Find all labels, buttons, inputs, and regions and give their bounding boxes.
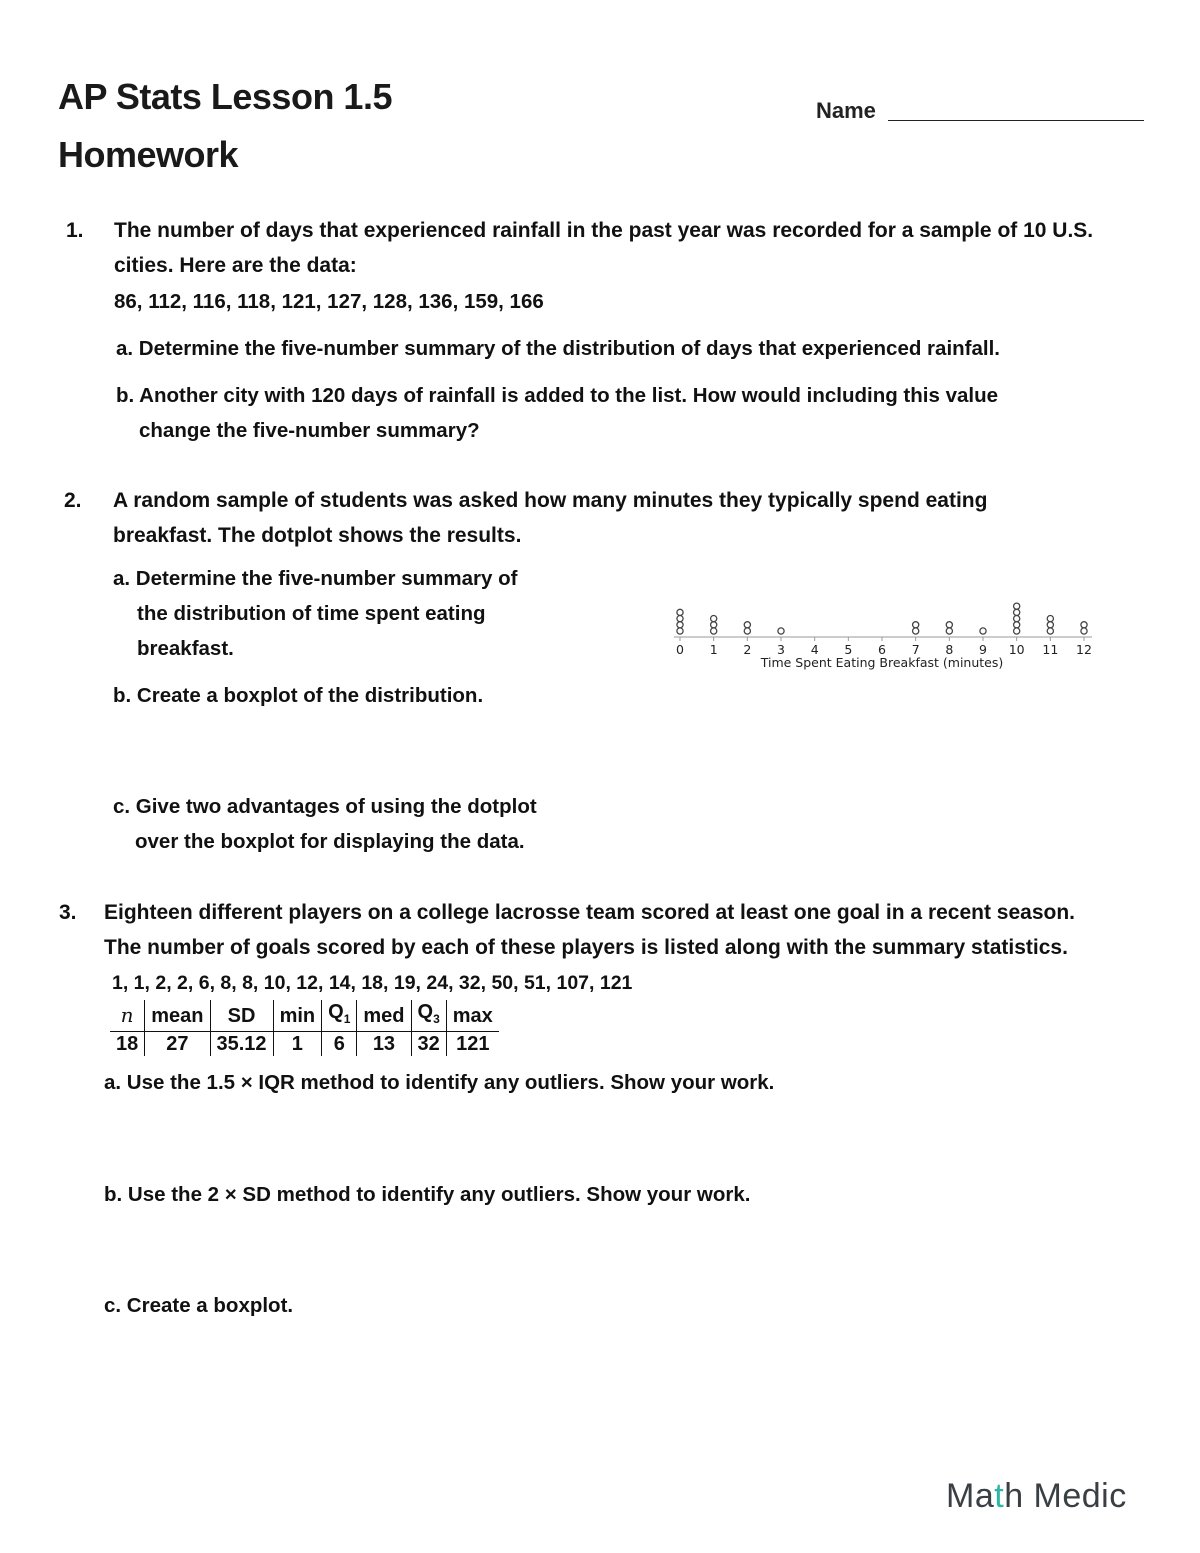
table-row bbox=[110, 1032, 499, 1057]
name-label: Name bbox=[816, 98, 876, 123]
dotplot-dot bbox=[1047, 628, 1053, 634]
dotplot-dot bbox=[1081, 628, 1087, 634]
summary-stats-table bbox=[110, 1000, 499, 1056]
q2-part-a-line3: breakfast. bbox=[137, 637, 234, 660]
table-cell-min: 1 bbox=[273, 1032, 322, 1057]
dotplot-tick-label: 4 bbox=[810, 642, 819, 657]
dotplot-tick-label: 7 bbox=[911, 642, 920, 657]
q2-part-c-line2: over the boxplot for displaying the data. bbox=[135, 830, 525, 853]
q3-part-b: b. Use the 2 × SD method to identify any outliers. Show your work. bbox=[104, 1183, 751, 1206]
q2-part-a-line1: a. Determine the five-number summary of bbox=[113, 567, 518, 590]
dotplot-dot bbox=[1014, 603, 1020, 609]
dotplot-dot bbox=[1014, 616, 1020, 622]
dotplot-dot bbox=[1081, 622, 1087, 628]
table-cell-mean: 27 bbox=[145, 1032, 210, 1057]
dotplot-dot bbox=[778, 628, 784, 634]
q3-text-line2: The number of goals scored by each of these players is listed along with the summary statistics. bbox=[104, 936, 1068, 959]
dotplot-xlabel: Time Spent Eating Breakfast (minutes) bbox=[760, 655, 1004, 670]
q2-part-c-line1: c. Give two advantages of using the dotplot bbox=[113, 795, 537, 818]
dotplot-tick-label: 1 bbox=[709, 642, 718, 657]
dotplot-chart bbox=[660, 590, 1110, 680]
dotplot-tick-label: 5 bbox=[844, 642, 853, 657]
table-header-max: max bbox=[446, 1000, 499, 1032]
dotplot-tick-label: 0 bbox=[676, 642, 684, 657]
table-cell-max: 121 bbox=[456, 1033, 490, 1055]
dotplot-tick-label: 10 bbox=[1008, 642, 1025, 657]
q1-text: The number of days that experienced rainfall in the past year was recorded for a sample of 10 U.S. cities. Here are the data: bbox=[114, 219, 1094, 277]
dotplot-dot bbox=[1014, 628, 1020, 634]
q3-data: 1, 1, 2, 2, 6, 8, 8, 10, 12, 14, 18, 19, 24, 32, 50, 51, 107, 121 bbox=[112, 972, 633, 994]
math-medic-logo: Math Medic bbox=[946, 1477, 1127, 1515]
q2-part-b: b. Create a boxplot of the distribution. bbox=[113, 684, 484, 707]
dotplot-tick-label: 3 bbox=[777, 642, 785, 657]
dotplot-tick-label: 6 bbox=[878, 642, 886, 657]
q2-text-line2: breakfast. The dotplot shows the results. bbox=[113, 524, 522, 547]
q1-number: 1. bbox=[66, 219, 84, 242]
table-header-mean: mean bbox=[145, 1000, 210, 1032]
dotplot-dot bbox=[744, 628, 750, 634]
dotplot-dot bbox=[711, 616, 717, 622]
q1-part-a: a. Determine the five-number summary of the distribution of days that experienced rainfall. bbox=[116, 337, 1000, 360]
table-header-sd: SD bbox=[210, 1000, 273, 1032]
dotplot-dot bbox=[913, 622, 919, 628]
q3-text-line1: Eighteen different players on a college lacrosse team scored at least one goal in a recent season. bbox=[104, 901, 1076, 924]
q1-part-b-line1: b. Another city with 120 days of rainfall is added to the list. How would including this value bbox=[116, 384, 998, 407]
table-cell-sd: 35.12 bbox=[210, 1032, 273, 1057]
dotplot-dot bbox=[744, 622, 750, 628]
dotplot-dot bbox=[677, 616, 683, 622]
table-header-q1: $Q_1$ bbox=[322, 1000, 357, 1032]
q2-part-a-line2: the distribution of time spent eating bbox=[137, 602, 486, 625]
q1-part-b-line2: change the five-number summary? bbox=[139, 419, 480, 442]
dotplot-dot bbox=[946, 628, 952, 634]
dotplot-dot bbox=[1047, 622, 1053, 628]
q2-number: 2. bbox=[64, 489, 82, 512]
page-title: AP Stats Lesson 1.5 bbox=[58, 76, 392, 117]
table-header-min: min bbox=[273, 1000, 322, 1032]
dotplot-dot bbox=[913, 628, 919, 634]
dotplot-dot bbox=[677, 622, 683, 628]
q3-part-a: a. Use the 1.5 × IQR method to identify any outliers. Show your work. bbox=[104, 1071, 775, 1094]
dotplot-dot bbox=[711, 622, 717, 628]
dotplot-dot bbox=[1014, 622, 1020, 628]
dotplot-tick-label: 9 bbox=[979, 642, 987, 657]
dotplot-tick-label: 12 bbox=[1076, 642, 1092, 657]
table-cell-q3: 32 bbox=[411, 1032, 446, 1057]
dotplot-dot bbox=[677, 628, 683, 634]
table-header-row bbox=[110, 1000, 499, 1032]
table-header-n: n bbox=[110, 1000, 145, 1032]
table-cell-med: 13 bbox=[357, 1032, 411, 1057]
dotplot-tick-label: 11 bbox=[1042, 642, 1059, 657]
dotplot-dot bbox=[1014, 609, 1020, 615]
dotplot-dot bbox=[1047, 616, 1053, 622]
table-header-q3: $Q_3$ bbox=[411, 1000, 446, 1032]
dotplot-dot bbox=[677, 609, 683, 615]
dotplot-dot bbox=[946, 622, 952, 628]
table-header-med: med bbox=[357, 1000, 411, 1032]
dotplot-tick-label: 2 bbox=[743, 642, 752, 657]
q3-part-c: c. Create a boxplot. bbox=[104, 1294, 294, 1317]
name-field-line[interactable] bbox=[888, 118, 1144, 121]
page-subtitle: Homework bbox=[58, 134, 239, 175]
q1-data: 86, 112, 116, 118, 121, 127, 128, 136, 159, 166 bbox=[114, 290, 544, 313]
dotplot-dot bbox=[711, 628, 717, 634]
table-cell-q1: 6 bbox=[322, 1032, 357, 1057]
table-cell-n: 18 bbox=[110, 1032, 145, 1057]
dotplot-dot bbox=[980, 628, 986, 634]
dotplot-tick-label: 8 bbox=[945, 642, 954, 657]
q3-number: 3. bbox=[59, 901, 77, 924]
q2-text-line1: A random sample of students was asked how many minutes they typically spend eating bbox=[113, 489, 988, 512]
